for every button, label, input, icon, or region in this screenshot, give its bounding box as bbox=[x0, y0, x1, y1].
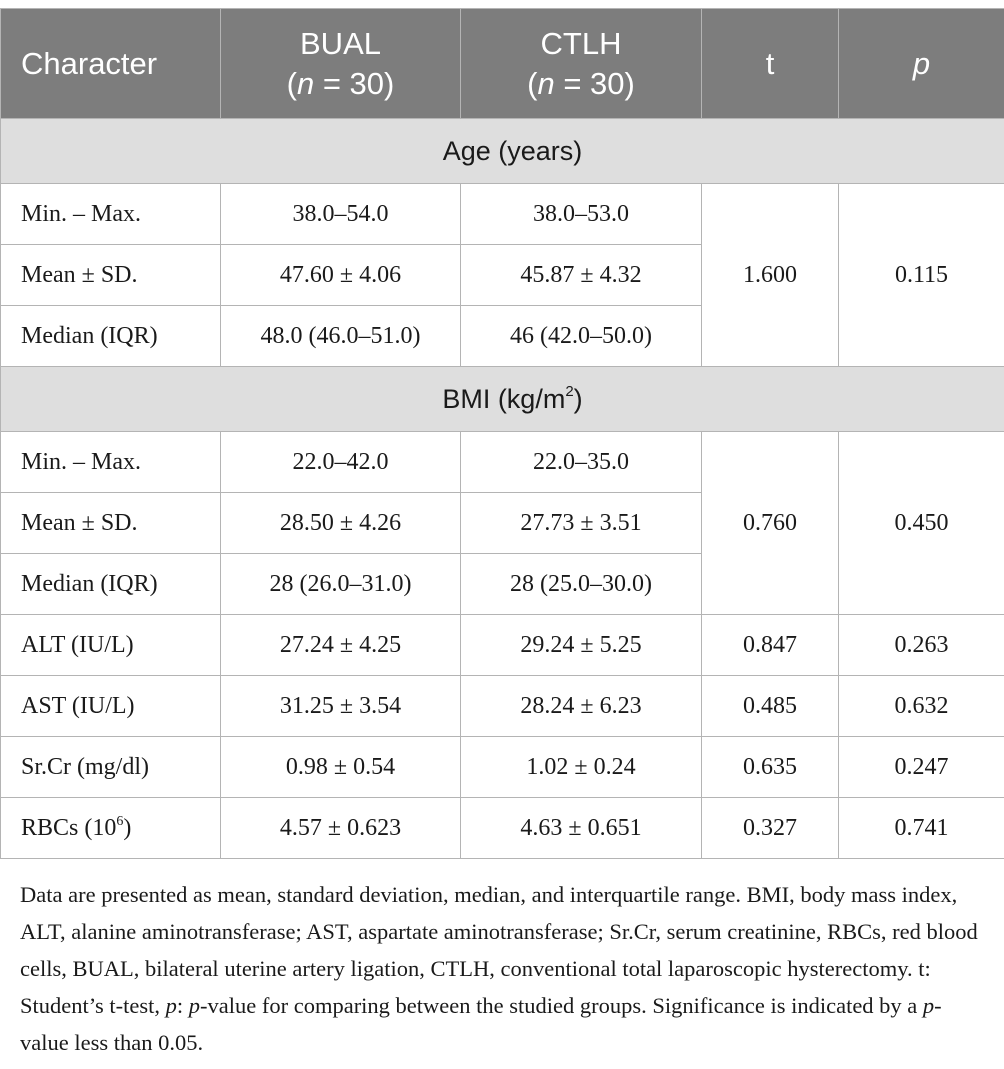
t-value: 0.485 bbox=[702, 676, 839, 737]
p-value: 0.247 bbox=[839, 737, 1004, 798]
footnote-part4: -value less than 0.05. bbox=[20, 993, 942, 1055]
row-label: Mean ± SD. bbox=[1, 245, 221, 306]
section-age-label: Age (years) bbox=[1, 119, 1004, 184]
table-row bbox=[1, 432, 1004, 493]
header-ctlh-n-value: = 30) bbox=[554, 65, 635, 101]
ctlh-value: 28.24 ± 6.23 bbox=[461, 676, 702, 737]
header-bual-n-value: = 30) bbox=[314, 65, 395, 101]
header-character bbox=[1, 9, 221, 119]
row-label: Min. – Max. bbox=[1, 184, 221, 245]
header-t bbox=[702, 9, 839, 119]
header-t-label: t bbox=[765, 45, 775, 81]
section-bmi-sup: 2 bbox=[565, 383, 574, 400]
bual-value: 27.24 ± 4.25 bbox=[221, 615, 461, 676]
t-value: 0.760 bbox=[702, 432, 839, 615]
header-character-label: Character bbox=[21, 45, 158, 81]
row-label: Median (IQR) bbox=[1, 554, 221, 615]
p-value: 0.741 bbox=[839, 798, 1004, 859]
table-footnote bbox=[20, 876, 990, 1061]
row-label: Sr.Cr (mg/dl) bbox=[1, 737, 221, 798]
data-table bbox=[0, 8, 1004, 859]
header-ctlh-n: (n = 30) bbox=[527, 65, 635, 101]
ctlh-value: 38.0–53.0 bbox=[461, 184, 702, 245]
header-ctlh-n-symbol: n bbox=[537, 65, 555, 101]
rbc-label-text: RBCs (10 bbox=[21, 815, 117, 841]
footnote-p3: p bbox=[922, 993, 935, 1018]
header-bual bbox=[221, 9, 461, 119]
p-value: 0.632 bbox=[839, 676, 1004, 737]
table-row bbox=[1, 676, 1004, 737]
t-value: 0.635 bbox=[702, 737, 839, 798]
rbc-label-close: ) bbox=[123, 815, 132, 841]
header-p bbox=[839, 9, 1004, 119]
row-label: Median (IQR) bbox=[1, 306, 221, 367]
table-row bbox=[1, 737, 1004, 798]
row-label bbox=[1, 798, 221, 859]
row-label: Min. – Max. bbox=[1, 432, 221, 493]
footnote-part2: : bbox=[176, 993, 189, 1018]
bual-value: 28 (26.0–31.0) bbox=[221, 554, 461, 615]
section-row-bmi bbox=[1, 367, 1004, 432]
ctlh-value: 22.0–35.0 bbox=[461, 432, 702, 493]
ctlh-value: 1.02 ± 0.24 bbox=[461, 737, 702, 798]
ctlh-value: 45.87 ± 4.32 bbox=[461, 245, 702, 306]
bual-value: 22.0–42.0 bbox=[221, 432, 461, 493]
footnote-p2: p bbox=[188, 993, 201, 1018]
ctlh-value: 46 (42.0–50.0) bbox=[461, 306, 702, 367]
table-row bbox=[1, 615, 1004, 676]
footnote-p1: p bbox=[165, 993, 177, 1018]
bual-value: 4.57 ± 0.623 bbox=[221, 798, 461, 859]
rbc-label-sup: 6 bbox=[116, 814, 124, 829]
t-value: 0.847 bbox=[702, 615, 839, 676]
bual-value: 31.25 ± 3.54 bbox=[221, 676, 461, 737]
bual-value: 28.50 ± 4.26 bbox=[221, 493, 461, 554]
bual-value: 0.98 ± 0.54 bbox=[221, 737, 461, 798]
row-label: ALT (IU/L) bbox=[1, 615, 221, 676]
section-bmi-text: BMI (kg/m bbox=[442, 384, 566, 414]
footnote-part1: Data are presented as mean, standard deviation, median, and interquartile range. BMI, body mass index, ALT, alanine aminotransferase; AST, aspartate aminotransferase; Sr.Cr, serum creatinine, RBCs, red blood cells, BUAL, bilateral uterine artery ligation, CTLH, conventional total laparoscopic hysterectomy. t: Student’s t-test, bbox=[20, 882, 978, 1018]
ctlh-value: 4.63 ± 0.651 bbox=[461, 798, 702, 859]
header-p-label: p bbox=[912, 45, 931, 81]
ctlh-value: 29.24 ± 5.25 bbox=[461, 615, 702, 676]
ctlh-value: 28 (25.0–30.0) bbox=[461, 554, 702, 615]
table-row bbox=[1, 798, 1004, 859]
section-bmi-close: ) bbox=[573, 384, 583, 414]
header-bual-label: BUAL bbox=[300, 25, 381, 61]
footnote-part3: -value for comparing between the studied groups. Significance is indicated by a bbox=[200, 993, 923, 1018]
section-row-age bbox=[1, 119, 1004, 184]
ctlh-value: 27.73 ± 3.51 bbox=[461, 493, 702, 554]
header-ctlh-label: CTLH bbox=[540, 25, 622, 61]
header-bual-n: (n = 30) bbox=[286, 65, 395, 101]
t-value: 1.600 bbox=[702, 184, 839, 367]
bual-value: 38.0–54.0 bbox=[221, 184, 461, 245]
row-label: Mean ± SD. bbox=[1, 493, 221, 554]
table-row bbox=[1, 184, 1004, 245]
bual-value: 47.60 ± 4.06 bbox=[221, 245, 461, 306]
p-value: 0.450 bbox=[839, 432, 1004, 615]
bual-value: 48.0 (46.0–51.0) bbox=[221, 306, 461, 367]
header-bual-n-symbol: n bbox=[296, 65, 315, 101]
table-container bbox=[0, 8, 1004, 859]
header-row bbox=[1, 9, 1004, 119]
header-ctlh bbox=[461, 9, 702, 119]
section-bmi-label bbox=[1, 367, 1004, 432]
row-label: AST (IU/L) bbox=[1, 676, 221, 737]
p-value: 0.263 bbox=[839, 615, 1004, 676]
t-value: 0.327 bbox=[702, 798, 839, 859]
p-value: 0.115 bbox=[839, 184, 1004, 367]
